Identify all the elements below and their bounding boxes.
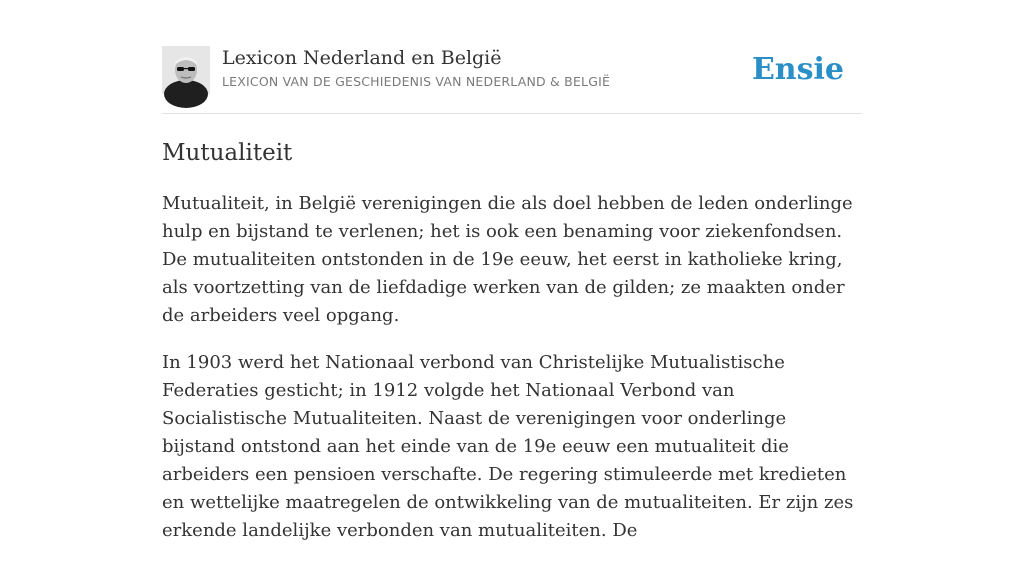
author-portrait-icon <box>162 46 210 94</box>
ensie-logo[interactable]: Ensie <box>751 52 844 87</box>
site-subtitle: LEXICON VAN DE GESCHIEDENIS VAN NEDERLAND & BELGIË <box>222 74 611 89</box>
entry-content <box>162 190 862 564</box>
entry-paragraph: In 1903 werd het Nationaal verbond van Christelijke Mutualistische Federaties gesticht; in 1912 volgde het Nationaal Verbond van Socialistische Mutualiteiten. Naast de verenigingen voor onderlinge bijstand ontstond aan het einde van de 19e eeuw een mutualiteit die arbeiders een pensioen verschafte. De regering stimuleerde met kredieten en wettelijke maatregelen de ontwikkeling van de mutualiteiten. Er zijn zes erkende landelijke verbonden van mutualiteiten. De <box>162 352 854 541</box>
site-title[interactable]: Lexicon Nederland en België <box>222 47 502 69</box>
author-avatar[interactable] <box>162 46 210 94</box>
entry-title: Mutualiteit <box>162 140 293 166</box>
entry-paragraph: Mutualiteit, in België verenigingen die als doel hebben de leden onderlinge hulp en bijstand te verlenen; het is ook een benaming voor ziekenfondsen. De mutualiteiten ontstonden in de 19e eeuw, het eerst in katholieke kring, als voortzetting van de liefdadige werken van de gilden; ze maakten onder de arbeiders veel opgang. <box>162 193 853 326</box>
site-header <box>162 46 862 96</box>
header-divider <box>162 113 862 114</box>
